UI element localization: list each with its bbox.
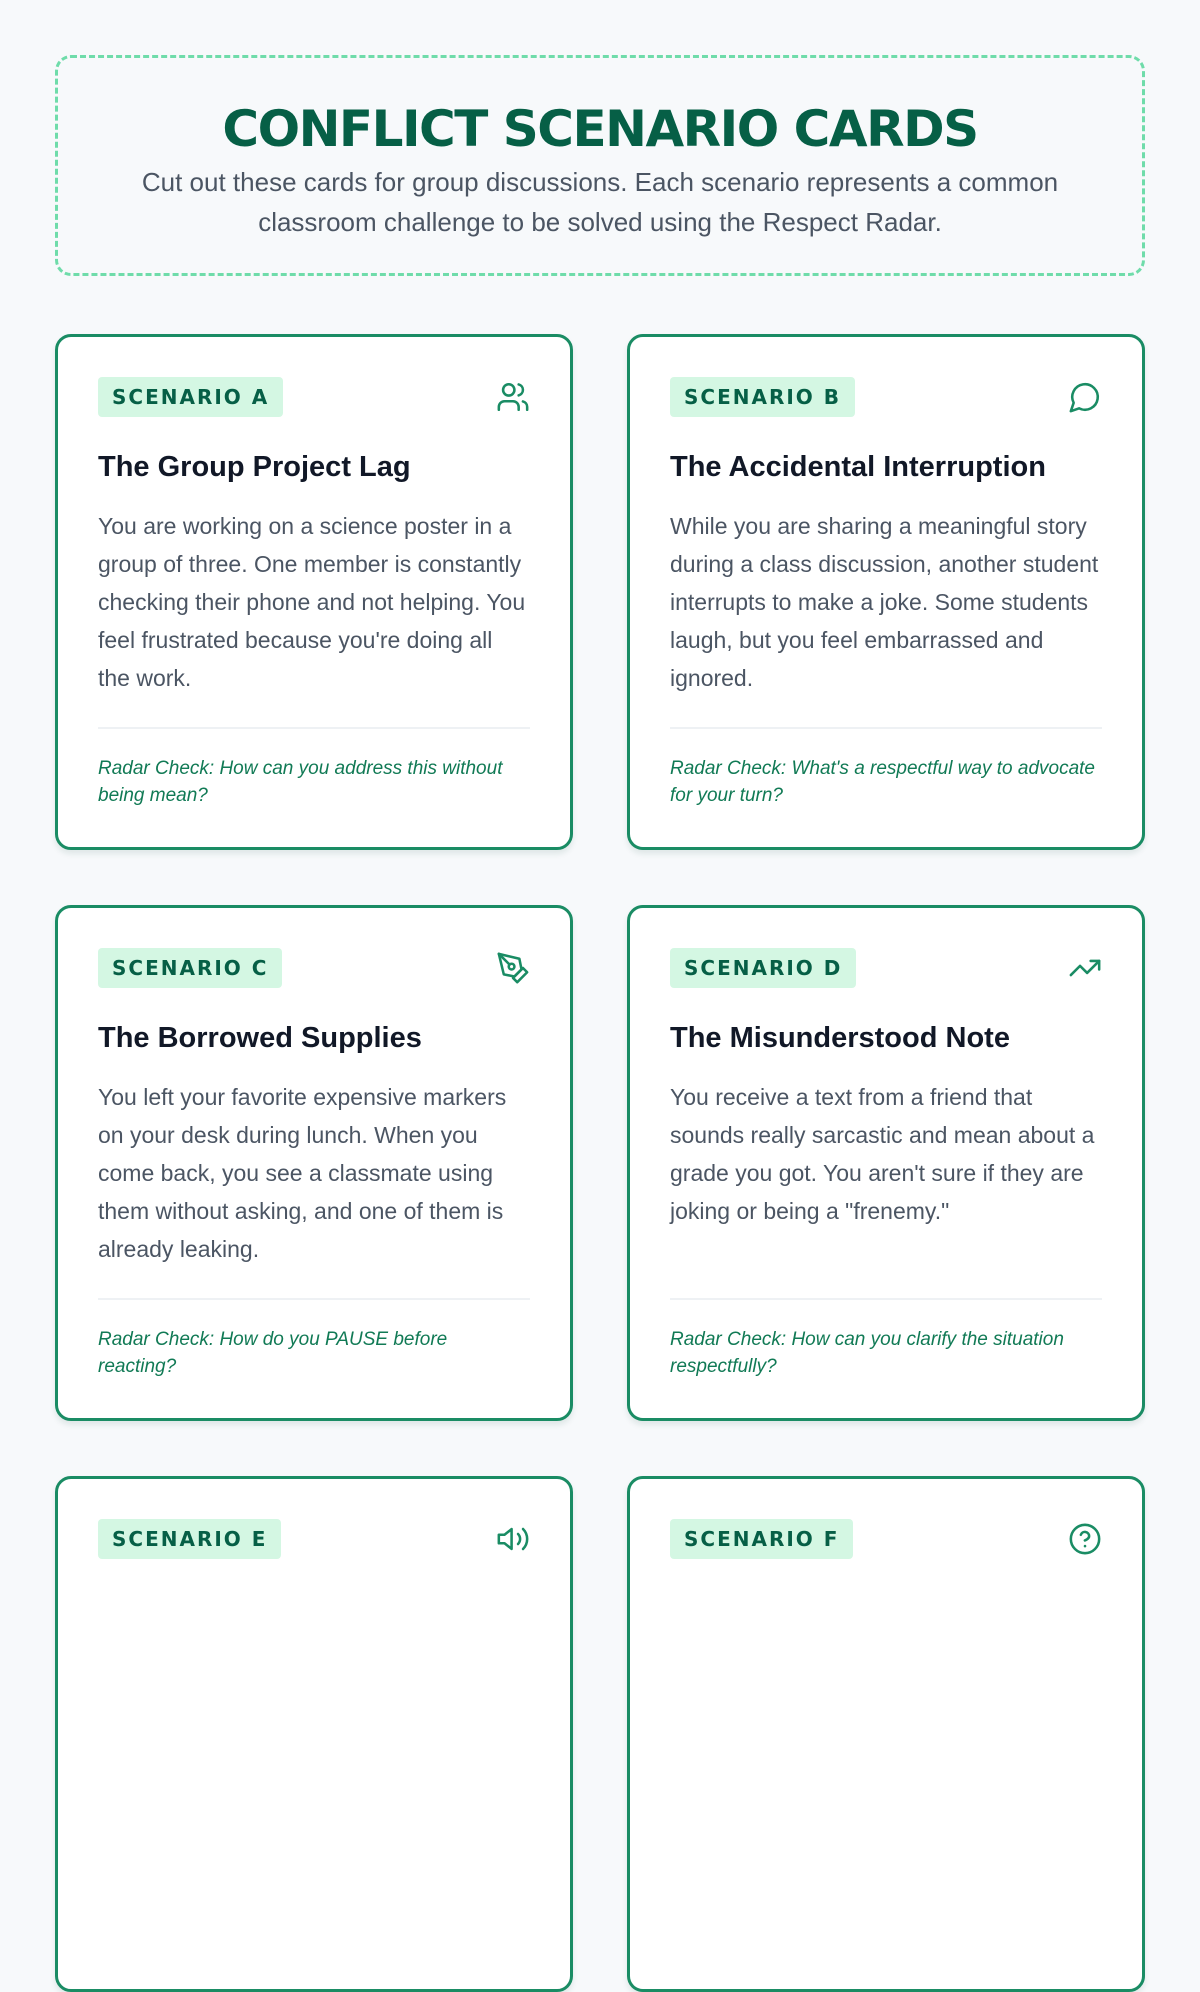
card-title: The Borrowed Supplies xyxy=(98,1022,422,1054)
card-title: The Group Project Lag xyxy=(98,451,411,483)
scenario-card-f xyxy=(627,1476,1145,1992)
scenario-card-b xyxy=(627,334,1145,850)
radar-check-prompt: Radar Check: How do you PAUSE before reacting? xyxy=(98,1329,448,1377)
scenario-badge: SCENARIO E xyxy=(98,1519,281,1559)
card-title: The Accidental Interruption xyxy=(670,451,1046,483)
scenario-badge: SCENARIO F xyxy=(670,1519,853,1559)
card-divider xyxy=(670,727,1102,729)
scenario-badge: SCENARIO B xyxy=(670,377,855,417)
card-divider xyxy=(98,727,530,729)
scenario-card-c xyxy=(55,905,573,1421)
card-description: You left your favorite expensive markers on your desk during lunch. When you come back, you see a classmate using them without asking, and one of them is already leaking. xyxy=(98,1084,507,1262)
radar-check-prompt: Radar Check: How can you clarify the situation respectfully? xyxy=(670,1329,1064,1377)
card-title: The Misunderstood Note xyxy=(670,1022,1010,1054)
card-divider xyxy=(98,1298,530,1300)
users-icon xyxy=(496,380,530,414)
trending-up-icon xyxy=(1068,951,1102,985)
scenario-badge: SCENARIO C xyxy=(98,948,282,988)
scenario-card-d xyxy=(627,905,1145,1421)
radar-check-prompt: Radar Check: How can you address this without being mean? xyxy=(98,758,503,806)
speech-bubble-icon xyxy=(1068,380,1102,414)
card-description: You receive a text from a friend that sounds really sarcastic and mean about a grade you got. You aren't sure if they are joking or being a "frenemy." xyxy=(670,1084,1095,1224)
pen-tool-icon xyxy=(496,951,530,985)
card-description: While you are sharing a meaningful story during a class discussion, another student interrupts to make a joke. Some students laugh, but you feel embarrassed and ignored. xyxy=(670,513,1099,691)
page-title: CONFLICT SCENARIO CARDS xyxy=(222,100,978,158)
scenario-badge: SCENARIO A xyxy=(98,377,283,417)
card-divider xyxy=(670,1298,1102,1300)
radar-check-prompt: Radar Check: What's a respectful way to advocate for your turn? xyxy=(670,758,1095,806)
help-circle-icon xyxy=(1068,1522,1102,1556)
page-subtitle: Cut out these cards for group discussions. Each scenario represents a common classroom challenge to be solved using the Respect Radar. xyxy=(141,167,1059,237)
speaker-icon xyxy=(496,1522,530,1556)
header-box xyxy=(55,55,1145,276)
scenario-card-e xyxy=(55,1476,573,1992)
scenario-badge: SCENARIO D xyxy=(670,948,856,988)
card-description: You are working on a science poster in a group of three. One member is constantly checking their phone and not helping. You feel frustrated because you're doing all the work. xyxy=(98,513,526,691)
scenario-card-a xyxy=(55,334,573,850)
